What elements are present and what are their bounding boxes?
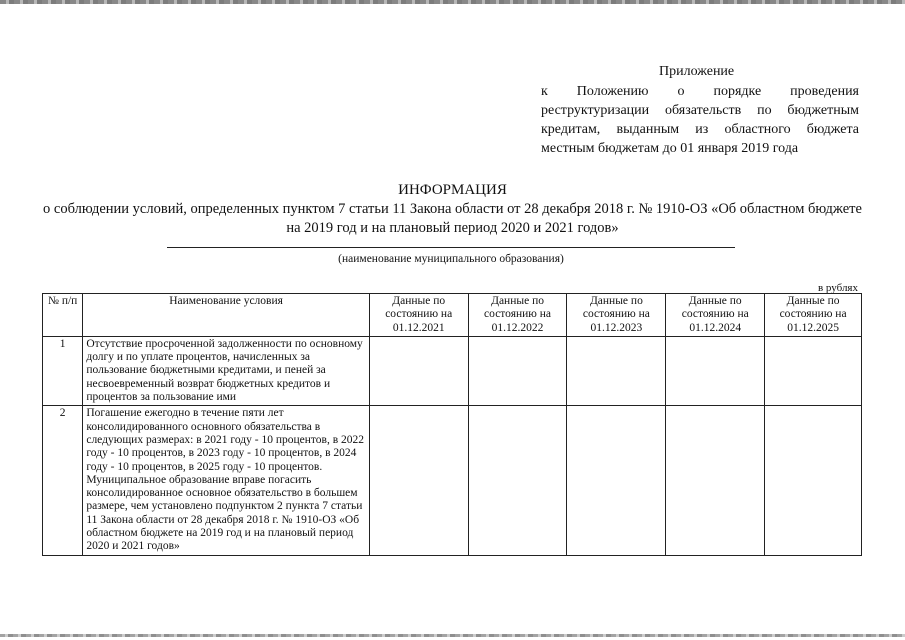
document-subtitle: о соблюдении условий, определенных пунктом 7 статьи 11 Закона области от 28 декабря 2018 г. № 1910-ОЗ «Об областном бюджете на 2019 год и на плановый период 2020 и 2021 годов» bbox=[43, 201, 862, 236]
appendix-title: Приложение bbox=[659, 64, 735, 79]
conditions-table bbox=[42, 293, 862, 556]
row-condition: Погашение ежегодно в течение пяти лет консолидированного основного обязательства в следующих размерах: в 2021 году - 10 процентов, в 2022 году - 10 процентов, в 2023 году - 10 процентов, в 2024 году - 10 процентов, в 2025 году - 10 процентов. Муниципальное образование вправе погасить консолидированное основное обязательство в большем размере, чем установлено подпунктом 2 пункта 7 статьи 11 Закона области от 28 декабря 2018 г. № 1910-ОЗ «Об областном бюджете на 2019 год и на плановый период 2020 и 2021 годов» bbox=[83, 406, 369, 555]
cell-data-2023 bbox=[567, 336, 666, 405]
row-number: 2 bbox=[43, 406, 83, 555]
cell-data-2021 bbox=[369, 406, 468, 555]
scan-edge-bottom bbox=[0, 634, 905, 637]
cell-data-2024 bbox=[666, 406, 765, 555]
cell-data-2021 bbox=[369, 336, 468, 405]
cell-data-2022 bbox=[468, 336, 567, 405]
scan-edge-top bbox=[0, 0, 905, 4]
header-data-2024: Данные по состоянию на 01.12.2024 bbox=[666, 294, 765, 337]
cell-data-2024 bbox=[666, 336, 765, 405]
header-condition-name: Наименование условия bbox=[83, 294, 369, 337]
header-number: № п/п bbox=[43, 294, 83, 337]
appendix-text: к Положению о порядке проведения реструктуризации обязательств по бюджетным кредитам, выданным из областного бюджета местным бюджетам до 01 января 2019 года bbox=[541, 84, 859, 156]
header-data-2025: Данные по состоянию на 01.12.2025 bbox=[765, 294, 862, 337]
table-row bbox=[43, 336, 862, 405]
municipality-caption: (наименование муниципального образования) bbox=[338, 253, 564, 265]
document-title: ИНФОРМАЦИЯ bbox=[398, 182, 507, 198]
row-number: 1 bbox=[43, 336, 83, 405]
cell-data-2022 bbox=[468, 406, 567, 555]
cell-data-2025 bbox=[765, 336, 862, 405]
cell-data-2023 bbox=[567, 406, 666, 555]
unit-note: в рублях bbox=[817, 282, 858, 294]
header-data-2023: Данные по состоянию на 01.12.2023 bbox=[567, 294, 666, 337]
table-row bbox=[43, 406, 862, 555]
row-condition: Отсутствие просроченной задолженности по основному долгу и по уплате процентов, начисленных за пользование бюджетными кредитами, и пеней за несвоевременный возврат бюджетных кредитов и процентов за пользование ими bbox=[83, 336, 369, 405]
header-data-2022: Данные по состоянию на 01.12.2022 bbox=[468, 294, 567, 337]
municipality-blank-line bbox=[167, 247, 735, 248]
table-header-row bbox=[43, 294, 862, 337]
cell-data-2025 bbox=[765, 406, 862, 555]
header-data-2021: Данные по состоянию на 01.12.2021 bbox=[369, 294, 468, 337]
